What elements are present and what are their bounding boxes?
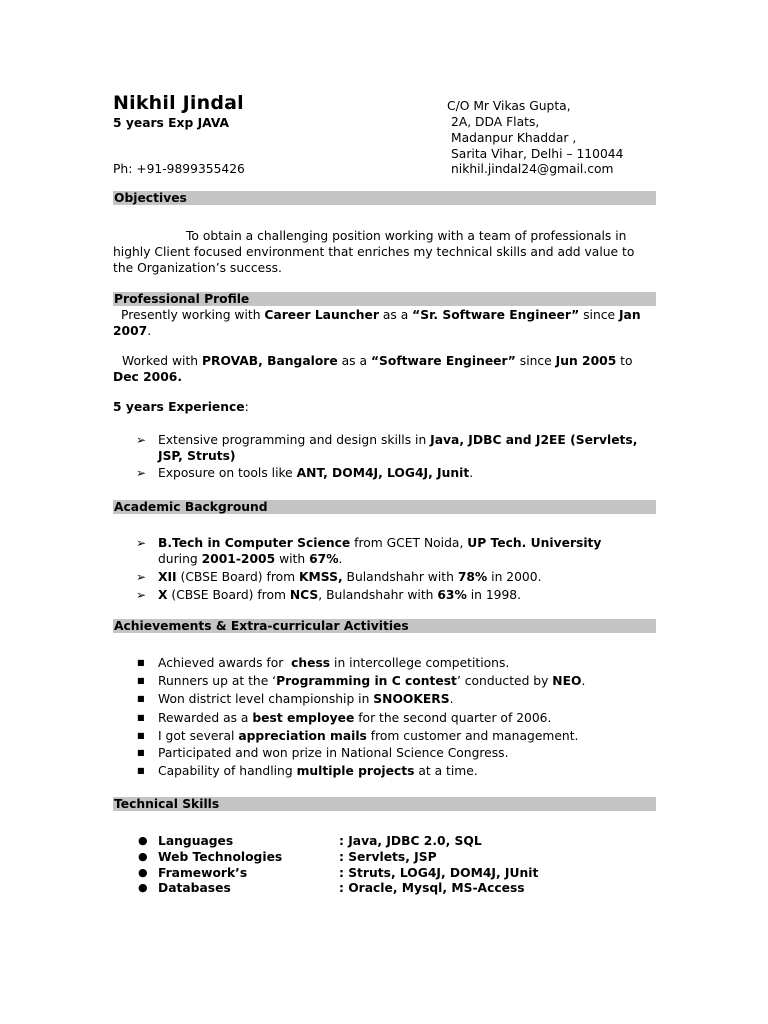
text-bold: 78%	[457, 570, 488, 584]
academic-item	[158, 587, 521, 603]
dot-bullet-icon: ●	[138, 866, 148, 879]
section-heading-technical-skills: Technical Skills	[113, 797, 656, 811]
text-bold: Jan	[618, 308, 641, 322]
text: (CBSE Board) from	[167, 588, 290, 602]
square-bullet-icon: ■	[137, 713, 145, 722]
text-bold: UP Tech. University	[467, 536, 602, 550]
text: (CBSE Board) from	[176, 570, 300, 584]
text: in intercollege competitions.	[330, 656, 510, 670]
dot-bullet-icon: ●	[138, 881, 148, 894]
text: at a time.	[414, 764, 478, 778]
phone-number: Ph: +91-9899355426	[113, 162, 245, 176]
text-bold: “Sr. Software Engineer”	[412, 308, 580, 322]
candidate-subtitle: 5 years Exp JAVA	[113, 116, 230, 130]
text: during	[158, 552, 202, 566]
skill-value: : Struts, LOG4J, DOM4J, JUnit	[339, 866, 539, 880]
text: Achieved awards for	[158, 656, 292, 670]
skill-value: : Oracle, Mysql, MS-Access	[339, 881, 525, 895]
text-bold: XII	[158, 570, 177, 584]
square-bullet-icon: ■	[137, 731, 145, 740]
text-bold: NCS	[289, 588, 319, 602]
text-bold: Dec 2006.	[113, 370, 183, 384]
profile-paragraph-current	[113, 307, 656, 339]
text-bold: Jun 2005	[555, 354, 617, 368]
arrow-bullet-icon: ➢	[136, 536, 147, 550]
objectives-line: To obtain a challenging position working with a team of professionals in	[186, 229, 627, 243]
text: as a	[337, 354, 371, 368]
experience-bullet	[158, 432, 637, 464]
experience-bullet	[158, 465, 473, 481]
text-bold: X	[158, 588, 168, 602]
text-bold: chess	[291, 656, 331, 670]
text-bold: JSP, Struts)	[158, 449, 236, 463]
text-bold: B.Tech in Computer Science	[158, 536, 351, 550]
text-bold: Career Launcher	[264, 308, 379, 322]
text: to	[616, 354, 633, 368]
section-heading-achievements: Achievements & Extra-curricular Activities	[113, 619, 656, 633]
text-bold: KMSS,	[299, 570, 343, 584]
dot-bullet-icon: ●	[138, 850, 148, 863]
achievement-item	[158, 710, 551, 726]
square-bullet-icon: ■	[137, 694, 145, 703]
skill-value: : Java, JDBC 2.0, SQL	[339, 834, 482, 848]
text: Runners up at the ‘	[158, 674, 277, 688]
arrow-bullet-icon: ➢	[136, 466, 147, 480]
section-heading-objectives: Objectives	[113, 191, 656, 205]
profile-paragraph-previous	[113, 353, 656, 385]
text: , Bulandshahr with	[318, 588, 438, 602]
text: since	[515, 354, 556, 368]
achievement-item	[158, 691, 454, 707]
text: .	[469, 466, 474, 480]
text: with	[275, 552, 310, 566]
academic-item	[158, 535, 601, 567]
text: Exposure on tools like	[158, 466, 297, 480]
text: from GCET Noida,	[350, 536, 468, 550]
email-address: nikhil.jindal24@gmail.com	[451, 162, 614, 176]
text-bold: Java, JDBC and J2EE (Servlets,	[430, 433, 638, 447]
skill-label: Framework’s	[158, 866, 248, 880]
text: as a	[378, 308, 413, 322]
academic-item	[158, 569, 541, 585]
square-bullet-icon: ■	[137, 676, 145, 685]
text: .	[449, 692, 454, 706]
text: Won district level championship in	[158, 692, 374, 706]
text: for the second quarter of 2006.	[354, 711, 552, 725]
achievement-item	[158, 673, 585, 689]
skill-value: : Servlets, JSP	[339, 850, 437, 864]
text-bold: multiple projects	[296, 764, 415, 778]
text: .	[581, 674, 586, 688]
text: Rewarded as a	[158, 711, 253, 725]
arrow-bullet-icon: ➢	[136, 588, 147, 602]
square-bullet-icon: ■	[137, 748, 145, 757]
arrow-bullet-icon: ➢	[136, 433, 147, 447]
address-line: Sarita Vihar, Delhi – 110044	[451, 147, 624, 161]
text-bold: 63%	[437, 588, 467, 602]
arrow-bullet-icon: ➢	[136, 570, 147, 584]
text: Capability of handling	[158, 764, 297, 778]
objectives-paragraph	[113, 228, 656, 276]
text-bold: 5 years Experience	[113, 400, 245, 414]
skill-label: Databases	[158, 881, 231, 895]
text-bold: appreciation mails	[238, 729, 367, 743]
candidate-name: Nikhil Jindal	[113, 92, 244, 114]
text: in 1998.	[466, 588, 522, 602]
text-bold: 2001-2005	[201, 552, 276, 566]
text-bold: SNOOKERS	[373, 692, 450, 706]
achievement-item	[158, 655, 509, 671]
text: :	[244, 400, 249, 414]
section-heading-professional-profile: Professional Profile	[113, 292, 656, 306]
achievement-item: Participated and won prize in National Science Congress.	[158, 746, 509, 760]
text: I got several	[158, 729, 239, 743]
text-bold: Programming in C contest	[276, 674, 457, 688]
text: in 2000.	[487, 570, 542, 584]
text-bold: 2007	[113, 324, 148, 338]
dot-bullet-icon: ●	[138, 834, 148, 847]
text-bold: PROVAB, Bangalore	[201, 354, 338, 368]
text: .	[338, 552, 343, 566]
skill-label: Languages	[158, 834, 234, 848]
text: Bulandshahr with	[342, 570, 458, 584]
skill-label: Web Technologies	[158, 850, 283, 864]
text-bold: ANT, DOM4J, LOG4J, Junit	[296, 466, 470, 480]
text-bold: NEO	[552, 674, 582, 688]
achievement-item	[158, 763, 478, 779]
text: from customer and management.	[366, 729, 579, 743]
text: Presently working with	[121, 308, 265, 322]
text: .	[147, 324, 152, 338]
text: ’ conducted by	[456, 674, 553, 688]
square-bullet-icon: ■	[137, 658, 145, 667]
address-line: 2A, DDA Flats,	[451, 115, 540, 129]
objectives-line: highly Client focused environment that enriches my technical skills and add value to	[113, 245, 635, 259]
address-line: Madanpur Khaddar ,	[451, 131, 577, 145]
text-bold: “Software Engineer”	[370, 354, 516, 368]
address-line: C/O Mr Vikas Gupta,	[447, 99, 571, 113]
achievement-item	[158, 728, 578, 744]
text: Extensive programming and design skills in	[158, 433, 431, 447]
objectives-line: the Organization’s success.	[113, 261, 282, 275]
square-bullet-icon: ■	[137, 766, 145, 775]
experience-heading	[113, 400, 249, 414]
text: Worked with	[122, 354, 202, 368]
text-bold: best employee	[252, 711, 355, 725]
section-heading-academic-background: Academic Background	[113, 500, 656, 514]
text-bold: 67%	[309, 552, 339, 566]
text: since	[579, 308, 619, 322]
